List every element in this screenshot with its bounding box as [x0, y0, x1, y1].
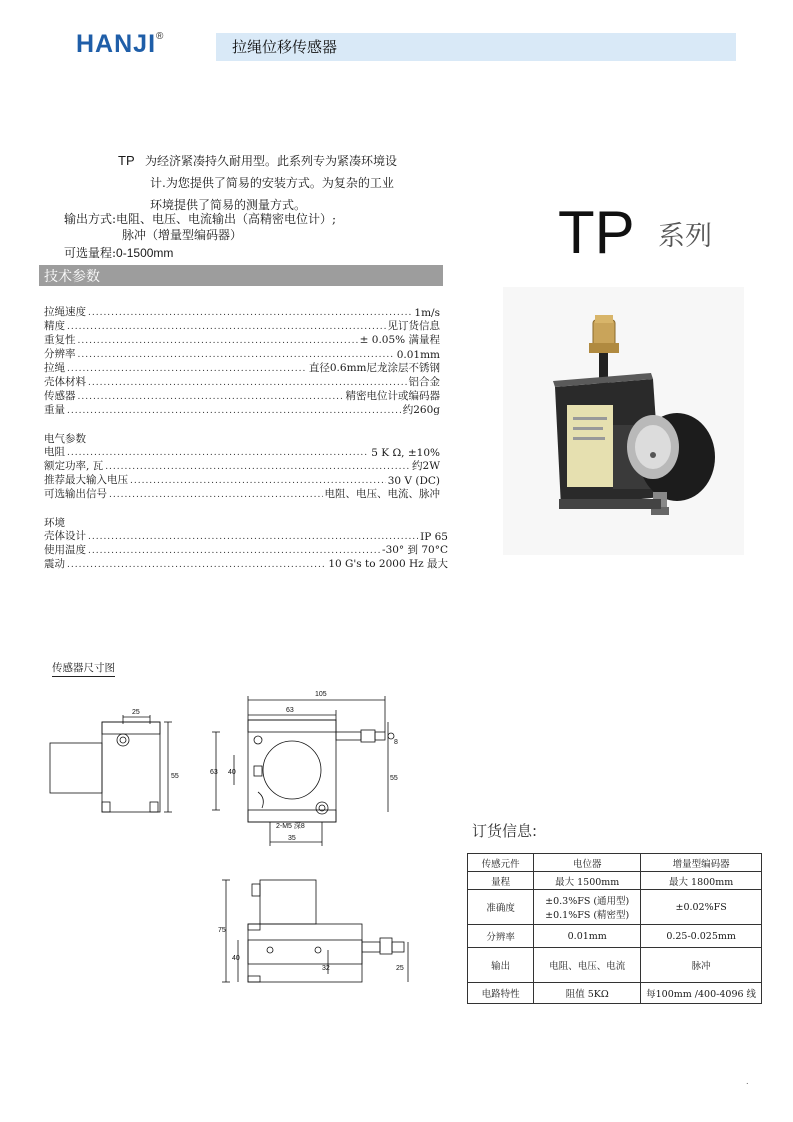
dim-label: 2-M5 深8	[276, 823, 305, 830]
dim-label: 40	[232, 955, 240, 962]
spec-row: 重复性 ..... ± 0.05% 满量程	[44, 333, 440, 347]
table-cell: 输出	[468, 948, 534, 983]
spec-row: 重量 ..... 约260g	[44, 403, 440, 417]
dim-label: 35	[288, 835, 296, 842]
table-header-row	[468, 854, 762, 872]
intro-line-2: 计.为您提供了简易的安装方式。为复杂的工业	[150, 176, 394, 190]
environment-section-title: 环境	[44, 517, 65, 529]
accuracy-general: ±0.3%FS (通用型)	[545, 896, 630, 907]
spec-row: 震动 ..... 10 G's to 2000 Hz 最大	[44, 557, 448, 571]
spec-row: 分辨率 ..... 0.01mm	[44, 347, 440, 361]
dim-label: 63	[210, 769, 218, 776]
dim-label: 8	[394, 739, 398, 746]
table-cell: 分辨率	[468, 925, 534, 948]
table-cell: 准确度	[468, 890, 534, 925]
table-cell: 增量型编码器	[641, 854, 762, 872]
spec-row: 拉绳 ..... 直径0.6mm尼龙涂层不锈钢	[44, 361, 440, 375]
output-mode-line-1: 输出方式:电阻、电压、电流输出（高精密电位计）;	[64, 212, 337, 226]
table-cell: 最大 1500mm	[534, 872, 641, 890]
intro-line-1: 为经济紧凑持久耐用型。此系列专为紧凑环境设	[145, 154, 398, 168]
spec-row: 可选输出信号 ..... 电阻、电压、电流、脉冲	[44, 487, 440, 501]
dim-label: 55	[171, 773, 179, 780]
product-photo	[503, 287, 744, 555]
table-cell: 电阻、电压、电流	[534, 948, 641, 983]
page-title: 拉绳位移传感器	[232, 38, 338, 56]
dim-label: 55	[390, 775, 398, 782]
intro-tp-label: TP	[118, 153, 135, 168]
spec-row: 使用温度 ..... -30° 到 70°C	[44, 543, 448, 557]
spec-row: 壳体材料 ..... 铝合金	[44, 375, 440, 389]
table-cell: 阻值 5KΩ	[534, 983, 641, 1004]
table-cell: 传感元件	[468, 854, 534, 872]
series-suffix: 系列	[658, 221, 712, 252]
spec-row: 推荐最大输入电压 ..... 30 V (DC)	[44, 473, 440, 487]
series-title: TP	[558, 199, 635, 266]
dim-label: 40	[228, 769, 236, 776]
intro-line-3: 环境提供了简易的测量方式。	[150, 198, 307, 212]
electrical-section-title: 电气参数	[44, 433, 86, 445]
spec-row: 拉绳速度 ..... 1m/s	[44, 305, 440, 319]
dim-label: 105	[315, 691, 327, 698]
brand-logo: HANJI®	[76, 30, 165, 58]
spec-row: 额定功率, 瓦 ..... 约2W	[44, 459, 440, 473]
dim-label: 25	[132, 709, 140, 716]
table-row	[468, 872, 762, 890]
dimension-drawing	[40, 680, 420, 1000]
order-info-table	[467, 853, 762, 1004]
table-cell: 脉冲	[641, 948, 762, 983]
dim-label: 25	[396, 965, 404, 972]
spec-row: 壳体设计 ..... IP 65	[44, 529, 448, 543]
table-cell: ±0.02%FS	[641, 890, 762, 925]
tech-section-title: 技术参数	[44, 269, 100, 285]
table-cell: 每100mm /400-4096 线	[641, 983, 762, 1004]
range-text: 可选量程:0-1500mm	[64, 246, 174, 260]
table-cell: 电位器	[534, 854, 641, 872]
dim-label: 63	[286, 707, 294, 714]
table-row	[468, 948, 762, 983]
accuracy-precision: ±0.1%FS (精密型)	[545, 910, 630, 921]
table-cell: 最大 1800mm	[641, 872, 762, 890]
table-cell	[534, 890, 641, 925]
spec-row: 精度 ..... 见订货信息	[44, 319, 440, 333]
table-row	[468, 925, 762, 948]
spec-row: 电阻 ..... 5 K Ω, ±10%	[44, 445, 440, 459]
dim-label: 32	[322, 965, 330, 972]
order-info-title: 订货信息:	[472, 822, 538, 840]
table-row	[468, 890, 762, 925]
table-cell: 0.25-0.025mm	[641, 925, 762, 948]
table-cell: 量程	[468, 872, 534, 890]
footer-dot: .	[746, 1077, 749, 1086]
spec-row: 传感器 ..... 精密电位计或编码器	[44, 389, 440, 403]
table-cell: 0.01mm	[534, 925, 641, 948]
table-row	[468, 983, 762, 1004]
dimension-drawing-title: 传感器尺寸图	[52, 660, 115, 677]
table-cell: 电路特性	[468, 983, 534, 1004]
output-mode-line-2: 脉冲（增量型编码器）	[122, 228, 243, 242]
dim-label: 75	[218, 927, 226, 934]
